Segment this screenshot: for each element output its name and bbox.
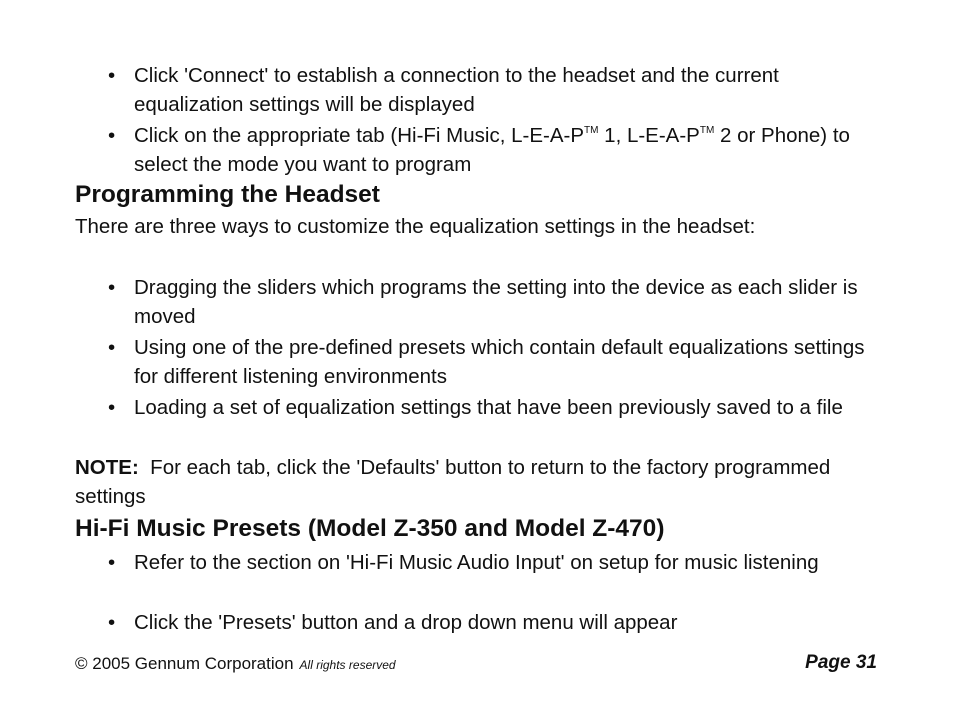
list-item-text-part: 1, L-E-A-P — [598, 124, 700, 147]
list-item-text-part: 2 or Phone) to select the mode you want to program — [134, 124, 850, 176]
list-item — [108, 548, 888, 577]
note-label: NOTE: — [75, 456, 139, 479]
bullet-icon: • — [108, 336, 116, 359]
list-item — [108, 608, 888, 637]
list-item-text-part: Click on the appropriate tab (Hi-Fi Music, L-E-A-P — [134, 124, 585, 147]
note-text: For each tab, click the 'Defaults' button to return to the factory programmed settings — [75, 456, 836, 508]
list-item — [108, 273, 888, 331]
list-item — [108, 121, 888, 179]
bullet-icon: • — [108, 396, 116, 419]
list-item-text: Click the 'Presets' button and a drop down menu will appear — [134, 611, 678, 634]
bullet-icon: • — [108, 551, 116, 574]
list-item-text: Dragging the sliders which programs the setting into the device as each slider is moved — [134, 276, 858, 328]
bullet-icon: • — [108, 124, 116, 147]
list-item-text: Loading a set of equalization settings that have been previously saved to a file — [134, 396, 843, 419]
intro-paragraph: There are three ways to customize the equalization settings in the headset: — [75, 215, 756, 238]
list-item-text — [134, 124, 850, 176]
bullet-icon: • — [108, 64, 116, 87]
list-item — [108, 393, 888, 422]
copyright-text: © 2005 Gennum Corporation — [75, 654, 294, 673]
bullet-icon: • — [108, 276, 116, 299]
list-item — [108, 61, 888, 119]
trademark-mark: TM — [699, 125, 715, 136]
list-item-text: Click 'Connect' to establish a connection to the headset and the current equalization settings will be displayed — [134, 64, 779, 116]
bullet-icon: • — [108, 611, 116, 634]
rights-text: All rights reserved — [299, 658, 396, 672]
trademark-mark: TM — [584, 125, 599, 136]
list-item — [108, 333, 888, 391]
page-number: Page 31 — [805, 652, 877, 673]
footer-copyright — [75, 652, 396, 677]
list-item-text: Refer to the section on 'Hi-Fi Music Audio Input' on setup for music listening — [134, 551, 819, 574]
section-heading-hifi-presets: Hi-Fi Music Presets (Model Z-350 and Model Z-470) — [75, 515, 665, 542]
list-item-text: Using one of the pre-defined presets which contain default equalizations settings for different listening environments — [134, 336, 865, 388]
note-paragraph — [75, 453, 885, 511]
section-heading-programming: Programming the Headset — [75, 181, 380, 208]
